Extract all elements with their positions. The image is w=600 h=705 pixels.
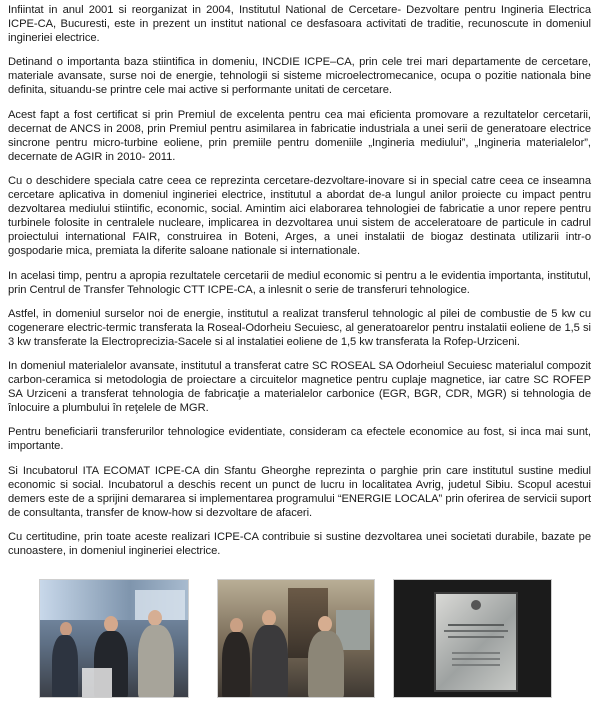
laboratory-photo <box>217 579 375 698</box>
paragraph-9: Si Incubatorul ITA ECOMAT ICPE-CA din Sfantu Gheorghe reprezinta o parghie prin care institutul sustine mediul economic si social. Incubatorul a deschis recent un punct de lucru in localitatea Avrig, judetul Sibiu. Scopul acestui demers este de a sprijini demararea si implementarea programului “ENERGIE LOCALA” prin oferirea de servicii suport de consultanta, transfer de know-how si dezvoltare de afaceri. <box>8 464 591 519</box>
paragraph-4: Cu o deschidere speciala catre ceea ce reprezinta cercetare-dezvoltare-inovare si in special catre ceea ce inseamna cercetare aplicativa in domeniul ingineriei electrice, institutul a abordat de-a lungul anilor proiecte cu impact pentru dezvoltarea mediului stiintific, economic, social. Amintim aici elaborarea tehnologiei de fabricatie a unor repere pentru turbinele folosite in centralele nucleare, implicarea in dezvoltarea unui sistem de acceleratoare de particule in cadrul proiectului international FAIR, construirea in Boteni, Arges, a unei instalatii de biogaz destinata utilizarii intr-o gospodarie mica, premiata la diferite saloane nationale si internationale. <box>8 174 591 258</box>
plaque-emblem-icon <box>471 600 481 610</box>
paragraph-3: Acest fapt a fost certificat si prin Premiul de excelenta pentru cea mai eficienta promovare a rezultatelor cercetarii, decernat de ANCS in 2008, prin Premiul pentru asimilarea in fabricatie industriala a unei serii de generatoare electrice sincrone pentru micro-turbine eoliene, prin premiile pentru domeniile „Ingineria mediului”, „Ingineria materialelor”, decernate de AGIR in 2010- 2011. <box>8 108 591 163</box>
award-plaque-photo <box>393 579 552 698</box>
article-body <box>8 3 591 568</box>
paragraph-5: In acelasi timp, pentru a apropia rezultatele cercetarii de mediul economic si pentru a le evidentia importanta, institutul, prin Centrul de Transfer Tehnologic CTT ICPE-CA, a inlesnit o serie de transferuri tehnologice. <box>8 269 591 296</box>
exhibition-photo <box>39 579 189 698</box>
paragraph-10: Cu certitudine, prin toate aceste realizari ICPE-CA contribuie si sustine dezvoltarea unei societati durabile, bazate pe cunoastere, in domeniul ingineriei electrice. <box>8 530 591 557</box>
photo-strip <box>0 579 600 699</box>
paragraph-2: Detinand o importanta baza stiintifica in domeniu, INCDIE ICPE–CA, prin cele trei mari departamente de cercetare, materiale avansate, surse noi de energie, tehnologii si sisteme microelectromecanice, ocupa o pozitie nationala bine definita, situandu-se printre cele mai active si performante unitati de cercetare. <box>8 56 591 97</box>
paragraph-8: Pentru beneficiarii transferurilor tehnologice evidentiate, consideram ca efectele economice au fost, si inca mai sunt, importante. <box>8 426 591 453</box>
paragraph-7: In domeniul materialelor avansate, institutul a transferat catre SC ROSEAL SA Odorheiul Secuiesc materialul compozit carbon-ceramica si metodologia de proiectare a circuitelor magnetice pentru cuplaje magnetice, iar catre SC ROFEP SA Urziceni a transferat tehnologia de fabricaţie a materialelor carbonice (EGR, BGR, CDR, MGR) si tehnologia de înlocuire a plumbului în reţelele de MGR. <box>8 359 591 415</box>
paragraph-6: Astfel, in domeniul surselor noi de energie, institutul a realizat transferul tehnologic al pilei de combustie de 5 kw cu cogenerare electric-termic transferata la Roseal-Odorheiu Secuiesc, al generatoarelor pentru instalatii eoliene de 1,5 si 3 kw transferate la Electroprecizia-Sacele si al instalatiei eoliene de 1,5 kw transferata la Rofep-Urziceni. <box>8 307 591 348</box>
paragraph-1: Infiintat in anul 2001 si reorganizat in 2004, Institutul National de Cercetare- Dezvoltare pentru Ingineria Electrica ICPE-CA, Bucuresti, este in prezent un institut national ce desfasoara activitati de traditie, recunoscute in domeniul ingineriei electrice. <box>8 4 591 45</box>
